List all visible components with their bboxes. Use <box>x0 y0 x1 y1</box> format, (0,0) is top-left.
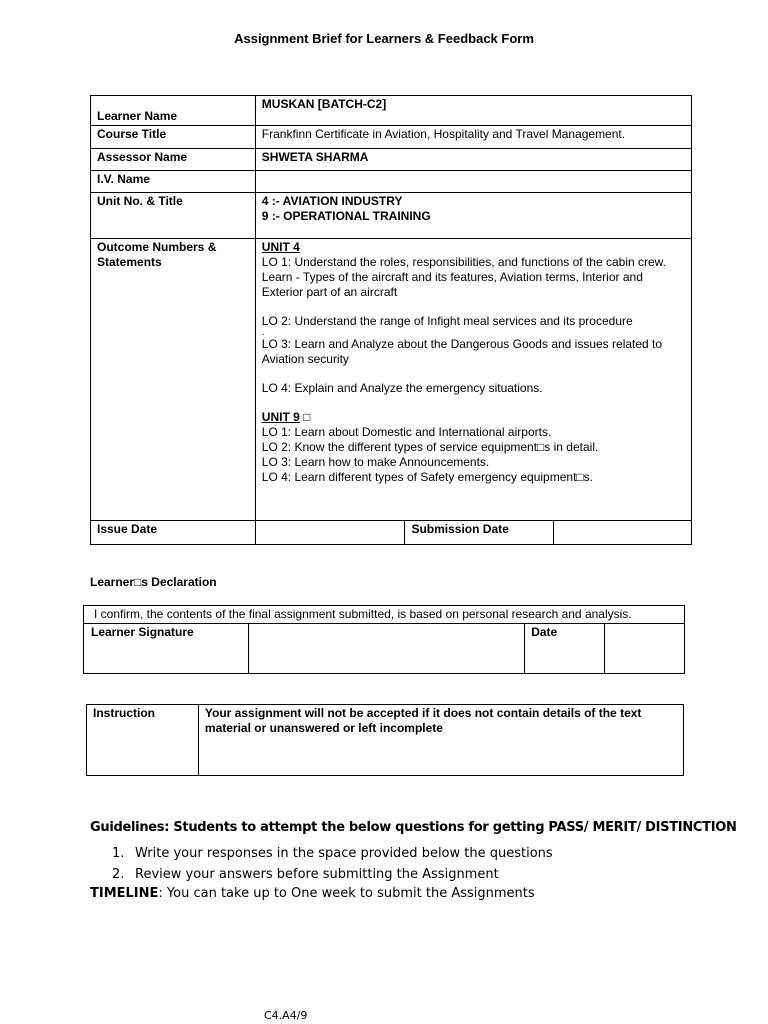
declaration-date-label: Date <box>525 624 605 674</box>
assignment-details-table <box>90 95 692 545</box>
unit-value <box>255 193 691 239</box>
unit9-heading-line <box>262 410 685 425</box>
instruction-text: Your assignment will not be accepted if it does not contain details of the text material or unanswered or left incomplete <box>198 705 683 776</box>
declaration-statement-row <box>84 606 685 624</box>
guidelines-heading: Guidelines: Students to attempt the below questions for getting PASS/ MERIT/ DISTINCTION <box>90 820 737 835</box>
unit9-heading-glyph: □ <box>303 410 311 424</box>
dates-row <box>91 521 692 545</box>
assessor-name-value: SHWETA SHARMA <box>255 149 691 171</box>
submission-date-value <box>554 521 692 545</box>
declaration-date-field[interactable] <box>605 624 685 674</box>
unit9-lo3: LO 3: Learn how to make Announcements. <box>261 455 490 469</box>
declaration-statement: I confirm, the contents of the final assignment submitted, is based on personal research and analysis. <box>84 606 685 624</box>
unit4-lo1: LO 1: Understand the roles, responsibilities, and functions of the cabin crew. Learn - Types of the aircraft and its features, Aviation terms, Interior and Exterior part of an aircraft <box>261 255 667 299</box>
unit-label: Unit No. & Title <box>91 193 256 239</box>
unit9-lo2: LO 2: Know the different types of service equipment□s in detail. <box>261 440 599 454</box>
learner-name-value: MUSKAN [BATCH-C2] <box>255 96 691 126</box>
timeline-text: : You can take up to One week to submit the Assignments <box>158 886 535 901</box>
course-title-value: Frankfinn Certificate in Aviation, Hospitality and Travel Management. <box>255 126 691 149</box>
unit9-heading: UNIT 9 <box>261 410 300 424</box>
learner-name-label: Learner Name <box>91 96 256 126</box>
list-item: 1. Write your responses in the space provided below the questions <box>112 846 553 861</box>
issue-date-label: Issue Date <box>91 521 256 545</box>
declaration-table <box>83 605 685 674</box>
assessor-name-row <box>91 149 692 171</box>
unit4-lo4: LO 4: Explain and Analyze the emergency situations. <box>261 381 543 395</box>
submission-date-label: Submission Date <box>405 521 554 545</box>
assessor-name-label: Assessor Name <box>91 149 256 171</box>
page-title: Assignment Brief for Learners & Feedback Form <box>234 31 534 46</box>
list-item: 2. Review your answers before submitting the Assignment <box>112 867 499 882</box>
outcome-statements <box>255 239 691 521</box>
course-title-label: Course Title <box>91 126 256 149</box>
timeline-label: TIMELINE <box>90 886 159 901</box>
iv-name-value <box>255 171 691 193</box>
unit9-lo1: LO 1: Learn about Domestic and International airports. <box>261 425 552 439</box>
unit-line-1: 4 :- AVIATION INDUSTRY <box>261 194 403 208</box>
outcome-label: Outcome Numbers & Statements <box>91 239 256 521</box>
instruction-label: Instruction <box>87 705 199 776</box>
learner-signature-field[interactable] <box>248 624 524 674</box>
unit9-lo4: LO 4: Learn different types of Safety emergency equipment□s. <box>261 470 593 484</box>
iv-name-row <box>91 171 692 193</box>
unit4-lo2: LO 2: Understand the range of Infight meal services and its procedure <box>261 314 633 328</box>
issue-date-value <box>255 521 405 545</box>
unit-line-2: 9 :- OPERATIONAL TRAINING <box>261 209 431 223</box>
declaration-heading: Learner□s Declaration <box>90 575 217 589</box>
timeline <box>90 886 535 901</box>
guidelines-list <box>112 843 553 885</box>
instruction-table <box>86 704 684 776</box>
learner-name-row <box>91 96 692 126</box>
page-footer: C4.A4/9 <box>264 1009 308 1022</box>
course-title-row <box>91 126 692 149</box>
instruction-row <box>87 705 684 776</box>
iv-name-label: I.V. Name <box>91 171 256 193</box>
unit4-lo2-dot: . <box>261 327 265 338</box>
unit4-lo3: LO 3: Learn and Analyze about the Dangerous Goods and issues related to Aviation security <box>261 337 663 366</box>
unit4-heading: UNIT 4 <box>261 240 300 254</box>
outcome-row <box>91 239 692 521</box>
signature-row <box>84 624 685 674</box>
learner-signature-label: Learner Signature <box>84 624 249 674</box>
unit-row <box>91 193 692 239</box>
